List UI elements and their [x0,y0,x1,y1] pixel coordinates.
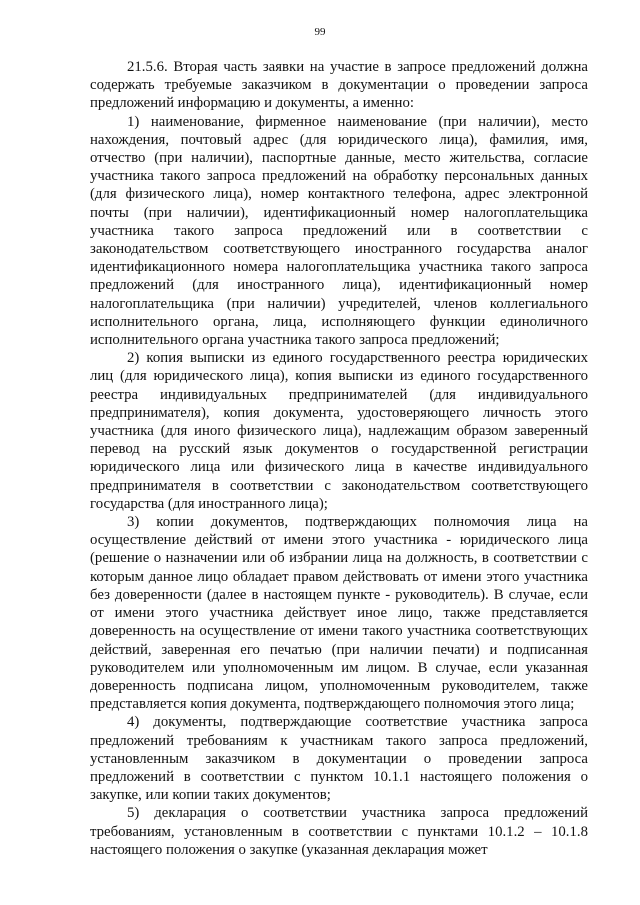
document-body [90,58,588,859]
paragraph-21-5-6: 21.5.6. Вторая часть заявки на участие в запросе предложений должна содержать требуемые заказчиком в документации о проведении запроса предложений информацию и документы, а именно: [90,59,588,112]
page-number: 99 [314,26,326,38]
list-item-4: 4) документы, подтверждающие соответствие участника запроса предложений требованиям к участникам такого запроса предложений, установленным заказчиком в документации о проведении запроса предложений в соответствии с пунктом 10.1.1 настоящего положения о закупке, или копии таких документов; [90,714,588,804]
list-item-3: 3) копии документов, подтверждающих полномочия лица на осуществление действий от имени этого участника - юридического лица (решение о назначении или об избрании лица на должность, в соответствии с которым данное лицо обладает правом действовать от имени этого участника без доверенности (далее в настоящем пункте - руководитель). В случае, если от имени этого участника действует иное лицо, также представляется доверенность на осуществление от имени такого участника соответствующих действий, заверенная его печатью (при наличии печати) и подписанная руководителем или уполномоченным им лицом. В случае, если указанная доверенность подписана лицом, уполномоченным руководителем, также представляется копия документа, подтверждающего полномочия этого лица; [90,514,588,713]
list-item-1: 1) наименование, фирменное наименование (при наличии), место нахождения, почтовый адрес (для юридического лица), фамилия, имя, отчество (при наличии), паспортные данные, место жительства, согласие участника такого запроса предложений на обработку персональных данных (для физического лица), номер контактного телефона, адрес электронной почты (при наличии), идентификационный номер налогоплательщика участника такого запроса предложений или в соответствии с законодательством соответствующего иностранного государства аналог идентификационного номера налогоплательщика участника такого запроса предложений (для иностранного лица), идентификационный номер налогоплательщика (при наличии) учредителей, членов коллегиального исполнительного органа, лица, исполняющего функции единоличного исполнительного органа участника такого запроса предложений; [90,113,588,349]
list-item-5: 5) декларация о соответствии участника запроса предложений требованиям, установленным в соответствии с пунктами 10.1.2 – 10.1.8 настоящего положения о закупке (указанная декларация может [90,805,588,858]
list-item-2: 2) копия выписки из единого государственного реестра юридических лиц (для юридического лица), копия выписки из единого государственного реестра индивидуальных предпринимателей (для индивидуального предпринимателя), копия документа, удостоверяющего личность этого участника (для иного физического лица), надлежащим образом заверенный перевод на русский язык документов о государственной регистрации юридического лица или физического лица в качестве индивидуального предпринимателя в соответствии с законодательством соответствующего государства (для иностранного лица); [90,350,588,512]
